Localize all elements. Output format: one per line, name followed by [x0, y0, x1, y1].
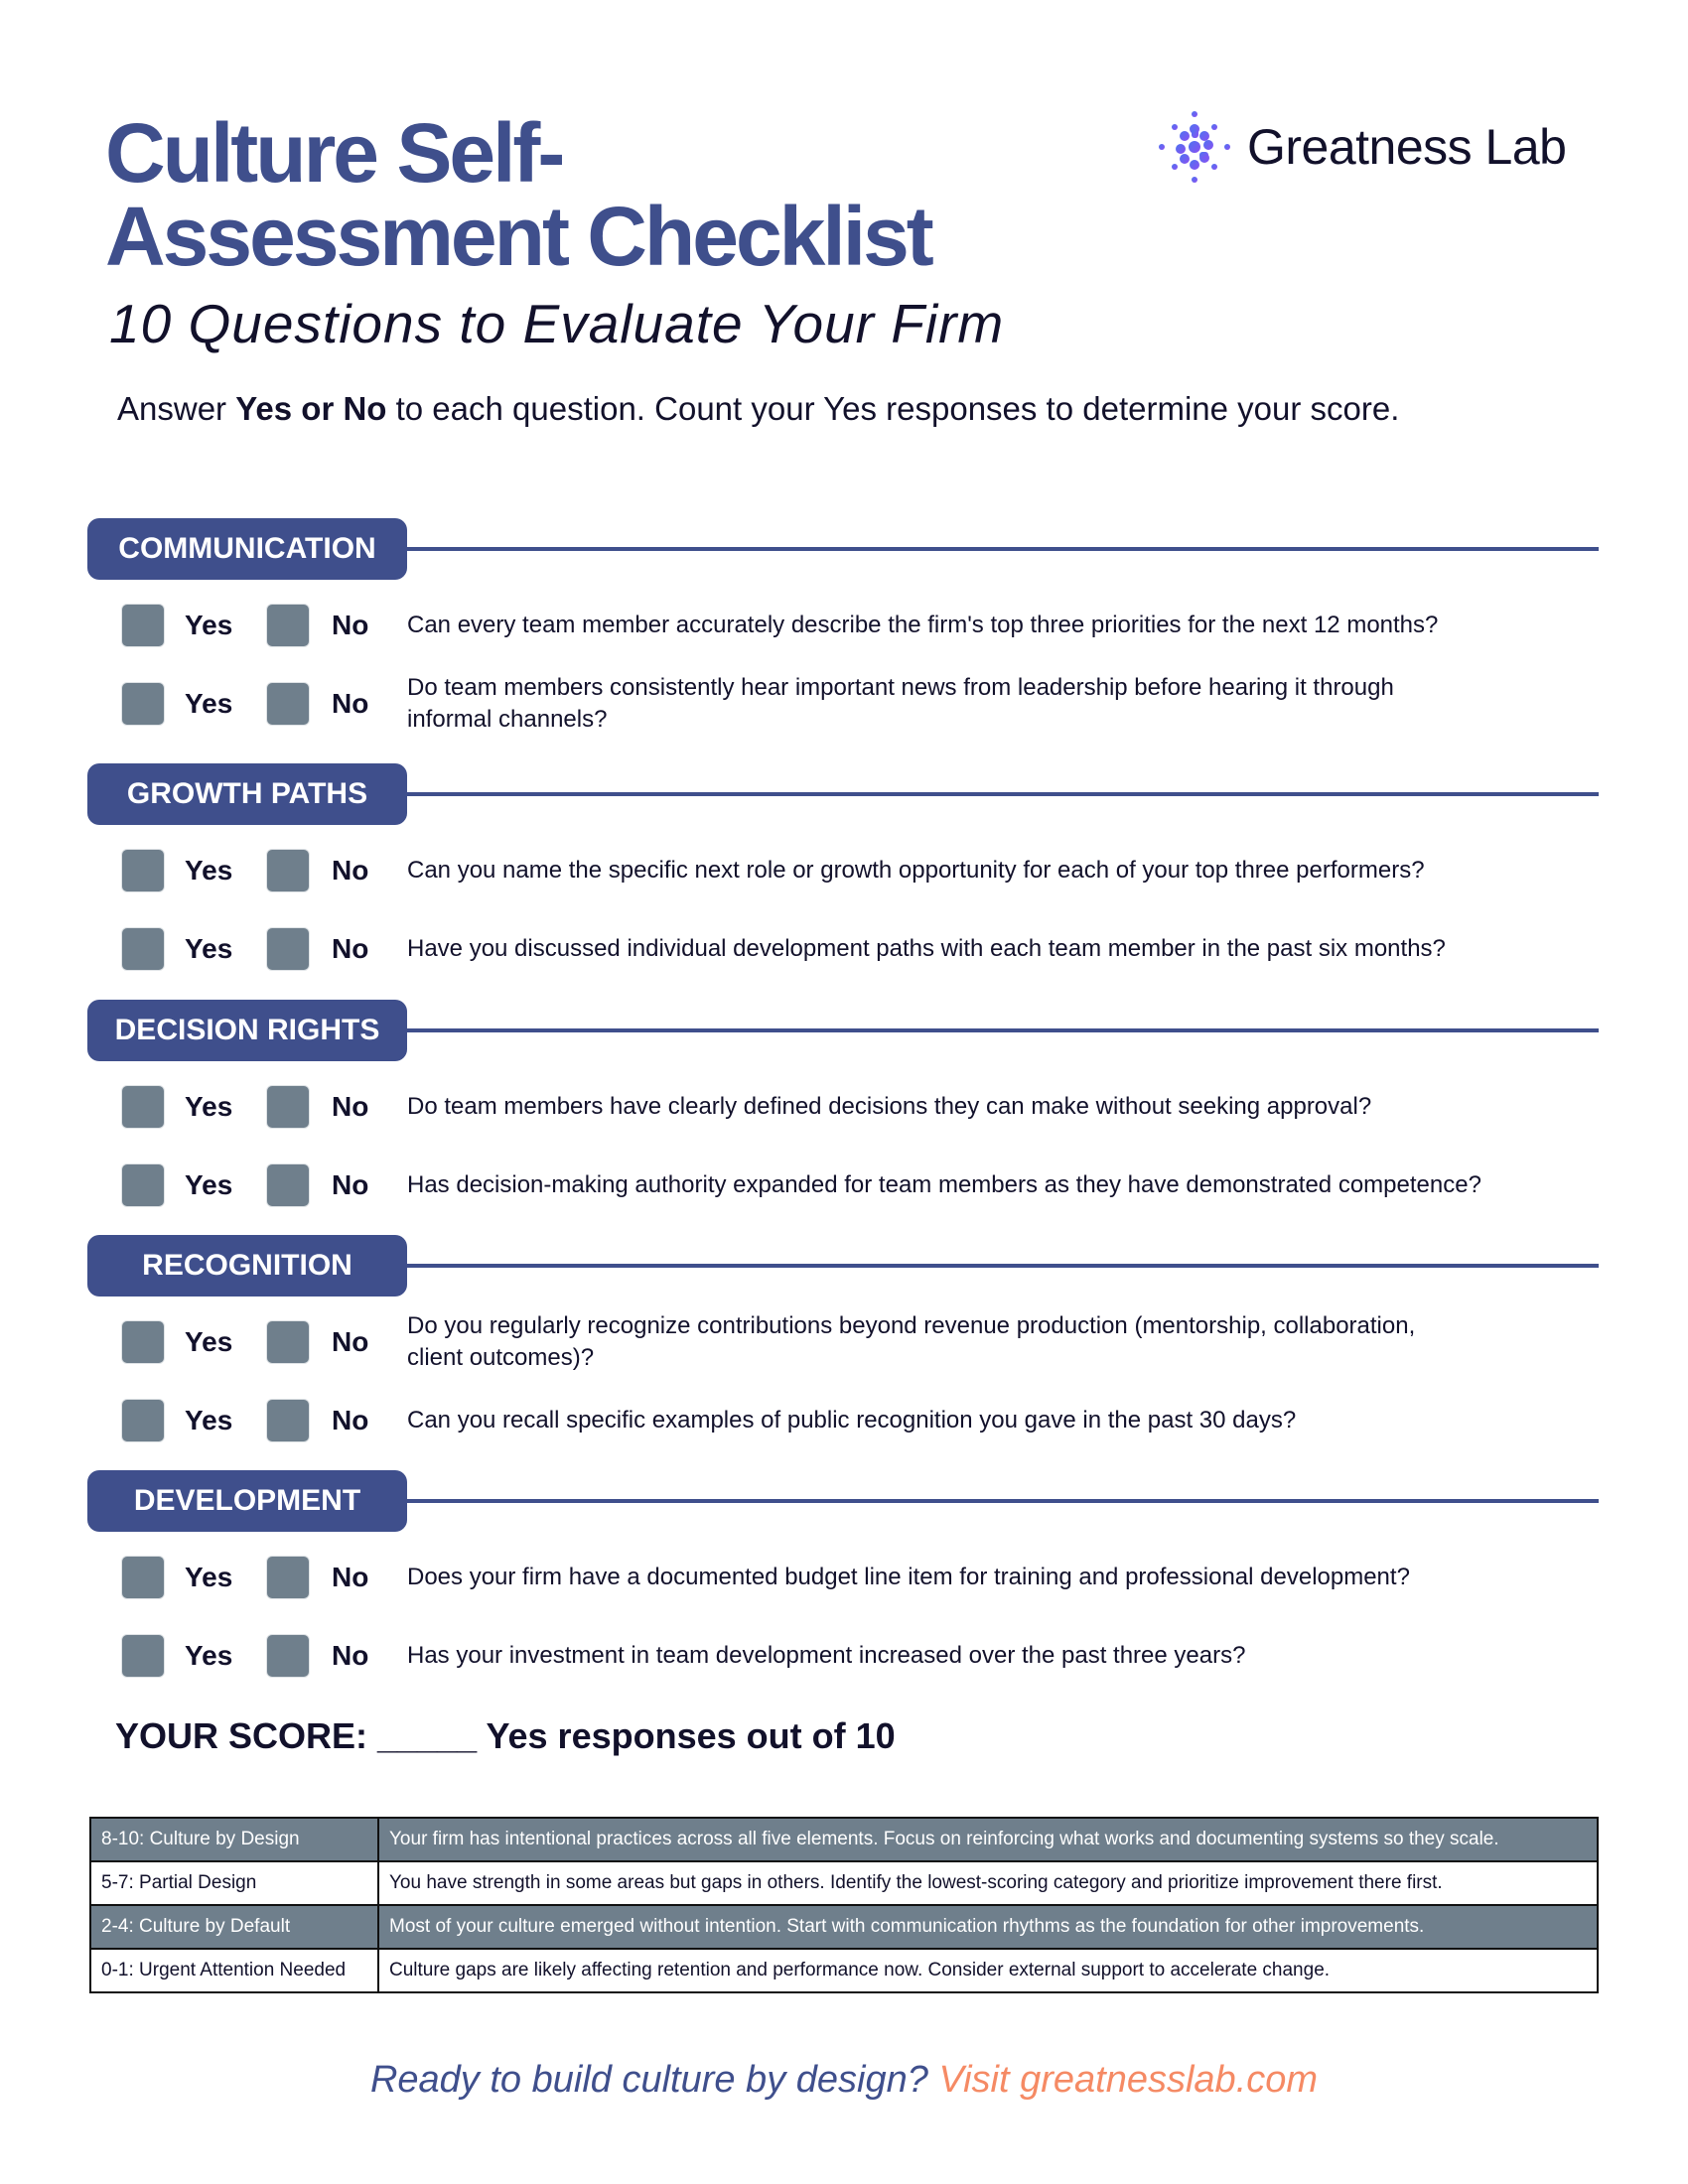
molecule-dots-logo-icon [1156, 108, 1233, 186]
yes-checkbox[interactable] [121, 682, 165, 726]
score-description: Most of your culture emerged without intention. Start with communication rhythms as the foundation for other improvements. [378, 1905, 1598, 1949]
no-checkbox[interactable] [266, 1320, 310, 1364]
question-text: Do team members consistently hear important news from leadership before hearing it through informal channels? [407, 674, 1394, 733]
yes-label: Yes [185, 855, 233, 886]
instructions-pre: Answer [117, 390, 236, 427]
title-line-1: Culture Self- [105, 106, 563, 200]
question-text: Can you recall specific examples of public recognition you gave in the past 30 days? [407, 1407, 1297, 1433]
no-label: No [332, 610, 369, 640]
question-text: Has your investment in team development increased over the past three years? [407, 1642, 1246, 1669]
page-subtitle: 10 Questions to Evaluate Your Firm [109, 293, 1005, 354]
no-label: No [332, 1169, 369, 1200]
score-description: Your firm has intentional practices across all five elements. Focus on reinforcing what works and documenting systems so they scale. [378, 1818, 1598, 1861]
yes-checkbox[interactable] [121, 604, 165, 647]
score-range: 8-10: Culture by Design [90, 1818, 378, 1861]
scale-row [90, 1861, 1598, 1905]
title-line-2: Assessment Checklist [105, 190, 931, 283]
no-label: No [332, 1640, 369, 1671]
yes-label: Yes [185, 1169, 233, 1200]
yes-label: Yes [185, 688, 233, 719]
yes-label: Yes [185, 1640, 233, 1671]
section-header: DEVELOPMENT [87, 1470, 407, 1532]
score-description: You have strength in some areas but gaps in others. Identify the lowest-scoring category and prioritize improvement there first. [378, 1861, 1598, 1905]
scale-row [90, 1949, 1598, 1992]
score-line: YOUR SCORE: _____ Yes responses out of 10 [115, 1715, 896, 1756]
yes-checkbox[interactable] [121, 927, 165, 971]
no-checkbox[interactable] [266, 1556, 310, 1599]
yes-label: Yes [185, 933, 233, 964]
no-checkbox[interactable] [266, 1634, 310, 1678]
no-label: No [332, 933, 369, 964]
score-range: 0-1: Urgent Attention Needed [90, 1949, 378, 1992]
yes-checkbox[interactable] [121, 849, 165, 892]
section-header: GROWTH PATHS [87, 763, 407, 825]
brand-logo [1156, 107, 1566, 187]
no-label: No [332, 1091, 369, 1122]
footer-link[interactable]: Visit greatnesslab.com [938, 2059, 1319, 2101]
section-divider [407, 1499, 1599, 1503]
section-divider [407, 1264, 1599, 1268]
yes-label: Yes [185, 1405, 233, 1435]
yes-label: Yes [185, 1091, 233, 1122]
no-label: No [332, 1562, 369, 1592]
yes-checkbox[interactable] [121, 1399, 165, 1442]
no-checkbox[interactable] [266, 1399, 310, 1442]
yes-label: Yes [185, 1326, 233, 1357]
page-title [105, 106, 1058, 283]
question-text: Do you regularly recognize contributions beyond revenue production (mentorship, collaboration, client outcomes)? [407, 1312, 1416, 1371]
section-divider [407, 1028, 1599, 1032]
yes-checkbox[interactable] [121, 1634, 165, 1678]
no-label: No [332, 1405, 369, 1435]
no-label: No [332, 855, 369, 886]
footer-question: Ready to build culture by design? [369, 2059, 928, 2101]
scale-row [90, 1818, 1598, 1861]
yes-checkbox[interactable] [121, 1556, 165, 1599]
no-checkbox[interactable] [266, 604, 310, 647]
no-checkbox[interactable] [266, 1085, 310, 1129]
yes-label: Yes [185, 610, 233, 640]
question-text: Can every team member accurately describe the firm's top three priorities for the next 12 months? [407, 612, 1439, 638]
question-text: Have you discussed individual development paths with each team member in the past six months? [407, 935, 1446, 962]
instructions [117, 390, 1399, 428]
brand-name: Greatness Lab [1247, 119, 1567, 175]
score-range: 5-7: Partial Design [90, 1861, 378, 1905]
no-checkbox[interactable] [266, 849, 310, 892]
yes-checkbox[interactable] [121, 1085, 165, 1129]
footer-cta [0, 2059, 1688, 2102]
no-label: No [332, 688, 369, 719]
section-header: DECISION RIGHTS [87, 1000, 407, 1061]
section-divider [407, 792, 1599, 796]
yes-label: Yes [185, 1562, 233, 1592]
section-header: RECOGNITION [87, 1235, 407, 1297]
score-range: 2-4: Culture by Default [90, 1905, 378, 1949]
question-text: Can you name the specific next role or growth opportunity for each of your top three performers? [407, 857, 1425, 884]
question-text: Does your firm have a documented budget line item for training and professional development? [407, 1564, 1410, 1590]
score-scale-table [89, 1817, 1599, 1993]
scale-row [90, 1905, 1598, 1949]
no-checkbox[interactable] [266, 682, 310, 726]
section-divider [407, 547, 1599, 551]
yes-checkbox[interactable] [121, 1320, 165, 1364]
no-checkbox[interactable] [266, 927, 310, 971]
score-description: Culture gaps are likely affecting retention and performance now. Consider external support to accelerate change. [378, 1949, 1598, 1992]
instructions-post: to each question. Count your Yes responses to determine your score. [386, 390, 1400, 427]
no-label: No [332, 1326, 369, 1357]
no-checkbox[interactable] [266, 1163, 310, 1207]
instructions-bold: Yes or No [235, 390, 387, 427]
question-text: Has decision-making authority expanded for team members as they have demonstrated competence? [407, 1171, 1481, 1198]
question-text: Do team members have clearly defined decisions they can make without seeking approval? [407, 1093, 1372, 1120]
section-header: COMMUNICATION [87, 518, 407, 580]
yes-checkbox[interactable] [121, 1163, 165, 1207]
